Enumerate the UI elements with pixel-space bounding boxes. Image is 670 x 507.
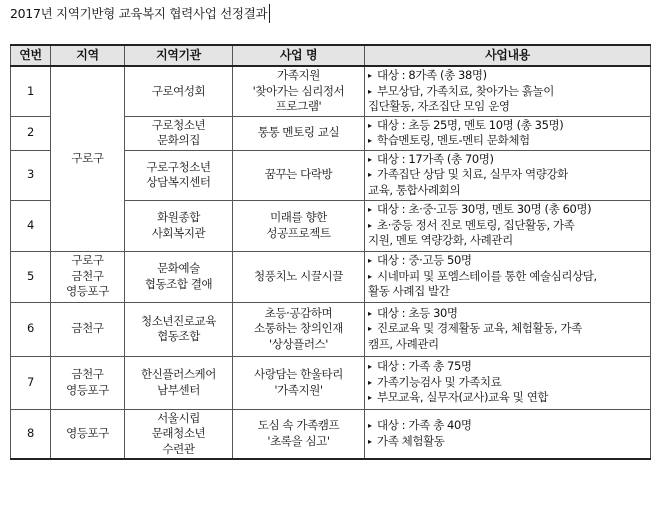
cell-line: 미래를 향한 bbox=[270, 210, 327, 224]
header-row bbox=[11, 45, 651, 66]
bullet-icon: ▸ bbox=[368, 205, 372, 215]
cell-line: 프로그램' bbox=[275, 99, 322, 113]
project-cell bbox=[233, 302, 365, 356]
bullet-icon: ▸ bbox=[368, 324, 372, 334]
content-line bbox=[368, 68, 650, 84]
row-number: 3 bbox=[11, 150, 51, 200]
bullet-icon: ▸ bbox=[368, 362, 372, 372]
row-number: 1 bbox=[11, 66, 51, 116]
content-line bbox=[368, 99, 650, 115]
table-row bbox=[11, 251, 651, 302]
cell-line: 협동조합 결애 bbox=[144, 276, 213, 291]
org-cell bbox=[125, 116, 233, 150]
results-table bbox=[10, 44, 651, 460]
cell-line: 협동조합 bbox=[157, 329, 200, 343]
project-cell bbox=[233, 116, 365, 150]
content-line bbox=[368, 321, 650, 337]
cell-line: 사랑담는 한울타리 bbox=[254, 367, 343, 381]
content-line bbox=[368, 375, 650, 391]
org-cell bbox=[125, 251, 233, 302]
content-text: 가족집단 상담 및 치료, 실무자 역량강화 bbox=[377, 167, 568, 182]
content-line bbox=[368, 418, 650, 434]
content-text: 가족 체험활동 bbox=[377, 433, 445, 448]
cell-line: 문래청소년 bbox=[151, 426, 206, 440]
cell-line: 구로구청소년 bbox=[146, 159, 211, 174]
region-cell bbox=[51, 409, 125, 459]
content-text: 초·중등 정서 진로 멘토링, 집단활동, 가족 bbox=[377, 217, 575, 232]
cell-line: 금천구 bbox=[71, 321, 104, 336]
row-number: 7 bbox=[11, 356, 51, 409]
content-line bbox=[368, 167, 650, 183]
content-text: 캠프, 사례관리 bbox=[368, 336, 439, 351]
cell-line: 초등·공감하며 bbox=[264, 305, 333, 320]
table-body bbox=[11, 66, 651, 459]
content-text: 진로교육 및 경제활동 교육, 체험활동, 가족 bbox=[377, 321, 582, 336]
bullet-icon: ▸ bbox=[368, 393, 372, 403]
project-cell bbox=[233, 409, 365, 459]
content-text: 교육, 통합사례회의 bbox=[368, 182, 461, 197]
content-text: 가족기능검사 및 가족치료 bbox=[377, 374, 502, 389]
content-text: 대상 : 가족 총 75명 bbox=[377, 359, 472, 374]
content-text: 학습멘토링, 멘토-멘티 문화체험 bbox=[377, 133, 530, 147]
content-line bbox=[368, 84, 650, 100]
content-text: 부모상담, 가족치료, 찾아가는 흙놀이 bbox=[377, 83, 554, 98]
content-text: 대상 : 초등 30명 bbox=[377, 305, 458, 320]
bullet-icon: ▸ bbox=[368, 436, 372, 446]
content-text: 대상 : 초등 25명, 멘토 10명 (총 35명) bbox=[377, 117, 564, 132]
cell-line: 구로구 bbox=[71, 253, 104, 268]
cell-line: '상상플러스' bbox=[268, 336, 329, 351]
content-line bbox=[368, 152, 650, 168]
org-cell bbox=[125, 356, 233, 409]
cell-line: 한신플러스케어 bbox=[141, 367, 216, 381]
content-line bbox=[368, 269, 650, 285]
cell-line: 영등포구 bbox=[66, 284, 109, 299]
content-line bbox=[368, 233, 650, 249]
cell-line: 구로여성회 bbox=[151, 83, 206, 98]
cell-line: '찾아가는 심리정서 bbox=[252, 83, 345, 98]
content-text: 지원, 멘토 역량강화, 사례관리 bbox=[368, 233, 513, 248]
cell-line: 금천구 bbox=[71, 268, 104, 283]
content-cell bbox=[365, 302, 651, 356]
content-cell bbox=[365, 66, 651, 116]
cell-line: 청풍치노 시끌시끌 bbox=[254, 268, 343, 283]
project-cell bbox=[233, 200, 365, 251]
cell-line: 소통하는 창의인재 bbox=[254, 321, 343, 336]
cell-line: 구로청소년 bbox=[151, 117, 206, 132]
region-cell: 구로구 bbox=[51, 66, 125, 251]
content-line bbox=[368, 133, 650, 149]
bullet-icon: ▸ bbox=[368, 308, 372, 318]
cell-line: 성공프로젝트 bbox=[266, 225, 331, 240]
content-text: 대상 : 8가족 (총 38명) bbox=[377, 68, 487, 82]
cell-line: 꿈꾸는 다락방 bbox=[264, 167, 333, 182]
cell-line: 상담복지센터 bbox=[146, 175, 211, 189]
cell-line: 문화예술 bbox=[157, 261, 200, 275]
cell-line: 수련관 bbox=[162, 441, 195, 456]
org-cell bbox=[125, 302, 233, 356]
bullet-icon: ▸ bbox=[368, 120, 372, 130]
region-cell bbox=[51, 356, 125, 409]
cell-line: 화원종합 bbox=[157, 210, 200, 224]
header-org: 지역기관 bbox=[125, 45, 233, 66]
org-cell bbox=[125, 66, 233, 116]
bullet-icon: ▸ bbox=[368, 271, 372, 281]
content-text: 대상 : 17가족 (총 70명) bbox=[377, 151, 494, 166]
row-number: 5 bbox=[11, 251, 51, 302]
cell-line: '가족지원' bbox=[274, 382, 323, 397]
cell-line: 가족지원 bbox=[277, 68, 320, 82]
bullet-icon: ▸ bbox=[368, 421, 372, 431]
project-cell bbox=[233, 356, 365, 409]
org-cell bbox=[125, 409, 233, 459]
cell-line: '초록을 심고' bbox=[267, 433, 330, 448]
content-text: 부모교육, 실무자(교사)교육 및 연합 bbox=[377, 390, 549, 405]
project-cell bbox=[233, 251, 365, 302]
bullet-icon: ▸ bbox=[368, 86, 372, 96]
bullet-icon: ▸ bbox=[368, 377, 372, 387]
content-line bbox=[368, 359, 650, 375]
table-row bbox=[11, 409, 651, 459]
header-region: 지역 bbox=[51, 45, 125, 66]
document-title: 2017년 지역기반형 교육복지 협력사업 선정결과 bbox=[10, 4, 270, 23]
content-line bbox=[368, 284, 650, 300]
row-number: 6 bbox=[11, 302, 51, 356]
content-line bbox=[368, 306, 650, 322]
content-text: 대상 : 가족 총 40명 bbox=[377, 418, 472, 433]
content-text: 집단활동, 자조집단 모임 운영 bbox=[368, 99, 510, 113]
content-cell bbox=[365, 356, 651, 409]
content-cell bbox=[365, 409, 651, 459]
org-cell bbox=[125, 150, 233, 200]
table-row bbox=[11, 356, 651, 409]
content-cell bbox=[365, 150, 651, 200]
cell-line: 문화의집 bbox=[157, 133, 200, 147]
org-cell bbox=[125, 200, 233, 251]
header-content: 사업내용 bbox=[365, 45, 651, 66]
cell-line: 남부센터 bbox=[157, 382, 200, 397]
cell-line: 청소년진로교육 bbox=[141, 313, 216, 328]
content-text: 활동 사례집 발간 bbox=[368, 284, 450, 299]
row-number: 4 bbox=[11, 200, 51, 251]
content-line bbox=[368, 183, 650, 199]
cell-line: 서울시립 bbox=[157, 410, 200, 425]
content-line bbox=[368, 202, 650, 218]
region-cell bbox=[51, 302, 125, 356]
bullet-icon: ▸ bbox=[368, 170, 372, 180]
content-cell bbox=[365, 200, 651, 251]
table-row bbox=[11, 66, 651, 116]
cell-line: 영등포구 bbox=[66, 426, 109, 440]
cell-line: 도심 속 가족캠프 bbox=[257, 418, 340, 433]
content-cell bbox=[365, 251, 651, 302]
row-number: 2 bbox=[11, 116, 51, 150]
content-line bbox=[368, 118, 650, 134]
content-text: 대상 : 중·고등 50명 bbox=[377, 253, 472, 268]
bullet-icon: ▸ bbox=[368, 154, 372, 164]
table-row bbox=[11, 302, 651, 356]
content-line bbox=[368, 434, 650, 450]
bullet-icon: ▸ bbox=[368, 256, 372, 266]
content-cell bbox=[365, 116, 651, 150]
content-text: 시네마피 및 포엠스테이를 통한 예술심리상담, bbox=[377, 268, 597, 283]
header-no: 연번 bbox=[11, 45, 51, 66]
cell-line: 통통 멘토링 교실 bbox=[257, 125, 340, 140]
content-line bbox=[368, 218, 650, 234]
row-number: 8 bbox=[11, 409, 51, 459]
cell-line: 영등포구 bbox=[66, 382, 109, 397]
cell-line: 사회복지관 bbox=[151, 225, 206, 240]
content-text: 대상 : 초·중·고등 30명, 멘토 30명 (총 60명) bbox=[377, 202, 592, 217]
project-cell bbox=[233, 150, 365, 200]
bullet-icon: ▸ bbox=[368, 71, 372, 80]
bullet-icon: ▸ bbox=[368, 220, 372, 230]
header-project: 사업 명 bbox=[233, 45, 365, 66]
cell-line: 금천구 bbox=[71, 367, 104, 381]
content-line bbox=[368, 337, 650, 353]
bullet-icon: ▸ bbox=[368, 136, 372, 145]
project-cell bbox=[233, 66, 365, 116]
region-cell bbox=[51, 251, 125, 302]
content-line bbox=[368, 253, 650, 269]
content-line bbox=[368, 390, 650, 406]
